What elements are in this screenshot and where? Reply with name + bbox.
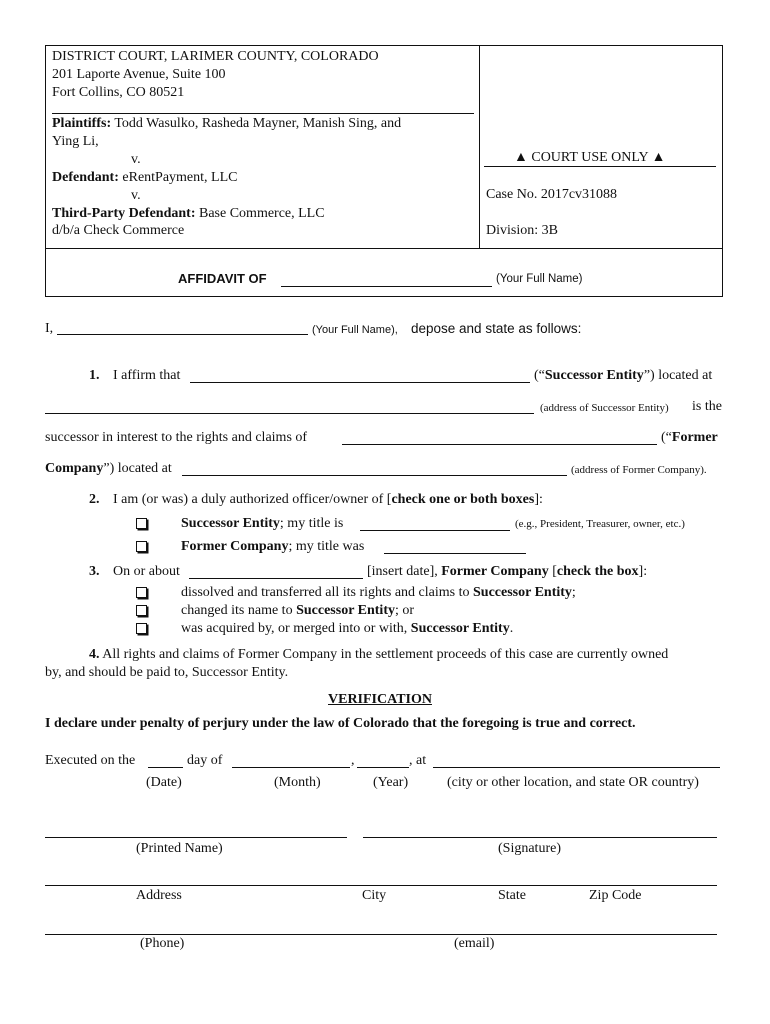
p3-opt1-text: dissolved and transferred all its rights and claims to (181, 585, 470, 600)
court-use-only: ▲ COURT USE ONLY ▲ (514, 150, 666, 165)
check-the-box: check the box (556, 564, 639, 579)
para4-line1 (89, 647, 668, 663)
successor-in-interest: successor in interest to the rights and claims of (45, 430, 308, 445)
p3-opt2-bold: Successor Entity (296, 603, 395, 618)
third-party-line (52, 206, 325, 222)
signature-line[interactable] (363, 823, 717, 838)
para4-line2: by, and should be paid to, Successor Entity. (45, 665, 289, 680)
comma: , (351, 753, 355, 768)
para3-option-3-text (181, 621, 513, 637)
former-company-blank[interactable] (342, 430, 657, 445)
located-at-2: ”) located at (103, 461, 172, 476)
para3-option-1-text (181, 585, 576, 601)
address-label: Address (136, 888, 182, 903)
opt1-text: ; my title is (279, 516, 344, 531)
quote-open-2: (“ (661, 430, 672, 445)
year-blank[interactable] (357, 753, 409, 768)
successor-address-hint: (address of Successor Entity) (540, 402, 669, 414)
para3-option-3 (136, 621, 147, 637)
third-party-dba: d/b/a Check Commerce (52, 223, 185, 238)
para1-number: 1. (89, 368, 100, 383)
para3-number: 3. (89, 564, 100, 579)
para2-text-a: I am (or was) a duly authorized officer/owner of [ (113, 492, 392, 507)
zip-label: Zip Code (589, 888, 642, 903)
para2-option-1 (136, 516, 147, 532)
phone-email-line[interactable] (45, 920, 717, 935)
location-blank[interactable] (433, 753, 720, 768)
former-address-blank[interactable] (182, 461, 567, 476)
quote-open: (“ (534, 368, 545, 383)
plaintiffs-label: Plaintiffs: (52, 116, 112, 131)
insert-date: [insert date], (367, 564, 438, 579)
versus-1: v. (131, 152, 141, 167)
para2-option-1-text (181, 516, 343, 532)
para3-rest (367, 564, 647, 580)
email-label: (email) (454, 936, 495, 951)
intro-name-blank[interactable] (57, 320, 308, 335)
para3-on-or-about: On or about (113, 564, 180, 579)
executed-on: Executed on the (45, 753, 136, 768)
p3-opt1-bold: Successor Entity (473, 585, 572, 600)
date-blank[interactable] (189, 564, 363, 579)
successor-address-blank[interactable] (45, 399, 534, 414)
at: , at (409, 753, 427, 768)
former-address-hint: (address of Former Company). (571, 464, 707, 476)
checkbox-changed-name[interactable] (136, 605, 147, 616)
printed-name-label: (Printed Name) (136, 841, 223, 856)
para3-option-2 (136, 603, 147, 619)
para4-number: 4. (89, 647, 100, 662)
successor-entity-blank[interactable] (190, 368, 530, 383)
date-label: (Date) (146, 775, 182, 790)
plaintiffs-names-cont: Ying Li, (52, 134, 99, 149)
month-blank[interactable] (232, 753, 350, 768)
former-term-a: Former (671, 430, 718, 445)
year-label: (Year) (373, 775, 409, 790)
former-term-b: Company (45, 461, 104, 476)
former-company-open (661, 430, 718, 446)
affidavit-title: AFFIDAVIT OF (178, 271, 267, 286)
court-use-underline (484, 166, 716, 167)
third-party-name: Base Commerce, LLC (199, 206, 325, 221)
para2-number: 2. (89, 492, 100, 507)
p3-opt2-text: changed its name to (181, 603, 293, 618)
intro-name-hint: (Your Full Name), (312, 324, 398, 336)
opt2-bold: Former Company (181, 539, 289, 554)
para3-option-2-text (181, 603, 414, 619)
title-examples-hint: (e.g., President, Treasurer, owner, etc.) (515, 518, 685, 530)
para2-text (113, 492, 543, 508)
para2-option-2-text (181, 539, 364, 555)
intro-text: depose and state as follows: (411, 321, 582, 336)
p3-opt3-bold: Successor Entity (410, 621, 510, 636)
para1-affirm: I affirm that (113, 368, 181, 383)
para4-text: All rights and claims of Former Company in the settlement proceeds of this case are currently owned (102, 647, 669, 662)
affiant-name-hint: (Your Full Name) (496, 273, 583, 285)
plaintiffs-line (52, 116, 401, 132)
checkbox-dissolved[interactable] (136, 587, 147, 598)
defendant-label: Defendant: (52, 170, 119, 185)
is-the: is the (692, 399, 722, 414)
third-party-label: Third-Party Defendant: (52, 206, 196, 221)
successor-title-blank[interactable] (360, 516, 510, 531)
p3-opt3-end: . (509, 621, 514, 636)
para2-option-2 (136, 539, 147, 555)
declaration: I declare under penalty of perjury under the law of Colorado that the foregoing is true and correct. (45, 716, 636, 731)
p3-opt1-end: ; (571, 585, 576, 600)
versus-2: v. (131, 188, 141, 203)
former-company-term: Former Company (441, 564, 549, 579)
day-of: day of (187, 753, 223, 768)
month-label: (Month) (274, 775, 321, 790)
para1-successor (534, 368, 712, 384)
signature-label: (Signature) (498, 841, 561, 856)
state-label: State (498, 888, 526, 903)
opt1-bold: Successor Entity (181, 516, 280, 531)
intro-i: I, (45, 321, 54, 336)
check-close: ]: (638, 564, 648, 579)
opt2-text: ; my title was (288, 539, 365, 554)
check-open: [ (552, 564, 557, 579)
city-label: City (362, 888, 387, 903)
division: Division: 3B (486, 223, 558, 238)
para2-text-bold: check one or both boxes (391, 492, 535, 507)
court-name: DISTRICT COURT, LARIMER COUNTY, COLORADO (52, 49, 379, 64)
para2-text-b: ]: (534, 492, 543, 507)
caption-divider-vertical (479, 45, 480, 248)
address-line[interactable] (45, 871, 717, 886)
p3-opt3-text: was acquired by, or merged into or with, (181, 621, 408, 636)
former-company-close (45, 461, 172, 477)
caption-divider-horizontal (45, 248, 722, 249)
checkbox-former-company[interactable] (136, 541, 147, 552)
former-title-blank[interactable] (384, 539, 526, 554)
phone-label: (Phone) (140, 936, 185, 951)
printed-name-line[interactable] (45, 823, 347, 838)
case-number: Case No. 2017cv31088 (486, 187, 618, 202)
verification-heading: VERIFICATION (328, 692, 432, 707)
location-label: (city or other location, and state OR country) (447, 775, 699, 790)
plaintiffs-names: Todd Wasulko, Rasheda Mayner, Manish Sing, and (114, 116, 402, 131)
located-at: ”) located at (643, 368, 713, 383)
checkbox-successor-entity[interactable] (136, 518, 147, 529)
court-city: Fort Collins, CO 80521 (52, 85, 185, 100)
court-street: 201 Laporte Avenue, Suite 100 (52, 67, 226, 82)
defendant-name: eRentPayment, LLC (122, 170, 238, 185)
checkbox-acquired[interactable] (136, 623, 147, 634)
affiant-name-blank[interactable] (281, 271, 492, 287)
p3-opt2-end: ; or (395, 603, 415, 618)
para3-option-1 (136, 585, 147, 601)
day-blank[interactable] (148, 753, 183, 768)
successor-entity-term: Successor Entity (544, 368, 644, 383)
defendant-line (52, 170, 237, 186)
court-address-underline (52, 113, 474, 114)
